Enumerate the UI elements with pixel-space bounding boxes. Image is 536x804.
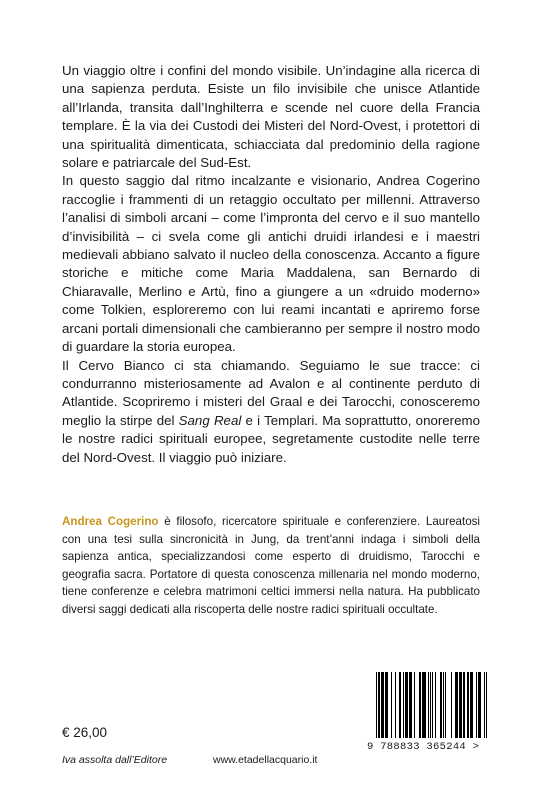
barcode-bar: [486, 672, 487, 738]
author-bio-paragraph: [62, 513, 480, 619]
barcode-bars: [376, 672, 488, 738]
blurb-paragraph-2: In questo saggio dal ritmo incalzante e visionario, Andrea Cogerino raccoglie i frammenti di un retaggio occultato per millenni. Attraverso l’analisi di simboli arcani – come l’impronta del cervo e il suo mantello d’invisibilità – ci svela come gli antichi druidi irlandesi e i maestri medievali abbiano salvato il nucleo della conoscenza. Accanto a figure storiche e mitiche come Maria Maddalena, san Bernardo di Chiaravalle, Merlino e Artù, fino a giungere a un «druido moderno» come Tolkien, esploreremo con lui reami incantati e apriremo forse arcani portali dimensionali che cambieranno per sempre il nostro modo di guardare la storia europea.: [62, 173, 480, 355]
sang-real-italic: Sang Real: [178, 412, 242, 428]
iva-note: Iva assolta dall’Editore: [62, 754, 168, 766]
blurb: [62, 62, 480, 467]
publisher-website: www.etadellacquario.it: [213, 754, 318, 766]
blurb-paragraph-3: [62, 357, 480, 467]
author-bio-text: è filosofo, ricercatore spirituale e conferenziere. Laureatosi con una tesi sulla sincronicità in Jung, da trent’anni indaga i simboli della sapienza antica, specializzandosi come esperto di druidismo, Tarocchi e geografia sacra. Portatore di questa conoscenza millenaria nel mondo moderno, tiene conferenze e celebra matrimoni celtici immersi nella natura. Ha pubblicato diversi saggi dedicati alla riscoperta delle nostre radici spirituali occultate.: [62, 515, 481, 616]
price: € 26,00: [62, 725, 108, 740]
author-bio: [62, 513, 480, 619]
isbn-barcode: [367, 668, 502, 763]
author-name: Andrea Cogerino: [62, 515, 159, 528]
blurb-paragraph-3-start: Il Cervo Bianco ci sta chiamando. Seguiamo le sue tracce: ci condurranno misteriosamente ad Avalon e al continente perduto di Atlantide. Scopriremo i misteri del Graal e dei Tarocchi, conosceremo meglio la stirpe del: [62, 357, 480, 428]
isbn-digits: 9 788833 365244 >: [367, 741, 480, 753]
blurb-paragraph-3-end: e i Templari. Ma soprattutto, onoreremo le nostre radici spirituali europee, segretamente custodite nelle terre del Nord-Ovest. Il viaggio può iniziare.: [62, 412, 480, 465]
blurb-paragraph-1: Un viaggio oltre i confini del mondo visibile. Un’indagine alla ricerca di una sapienza perduta. Esiste un filo invisibile che unisce Atlantide all’Irlanda, transita dall’Inghilterra e scende nel cuore della Francia templare. È la via dei Custodi dei Misteri del Nord-Ovest, i protettori di una spiritualità dimenticata, schiacciata dal predominio della ragione solare e patriarcale del Sud-Est.: [62, 63, 480, 171]
